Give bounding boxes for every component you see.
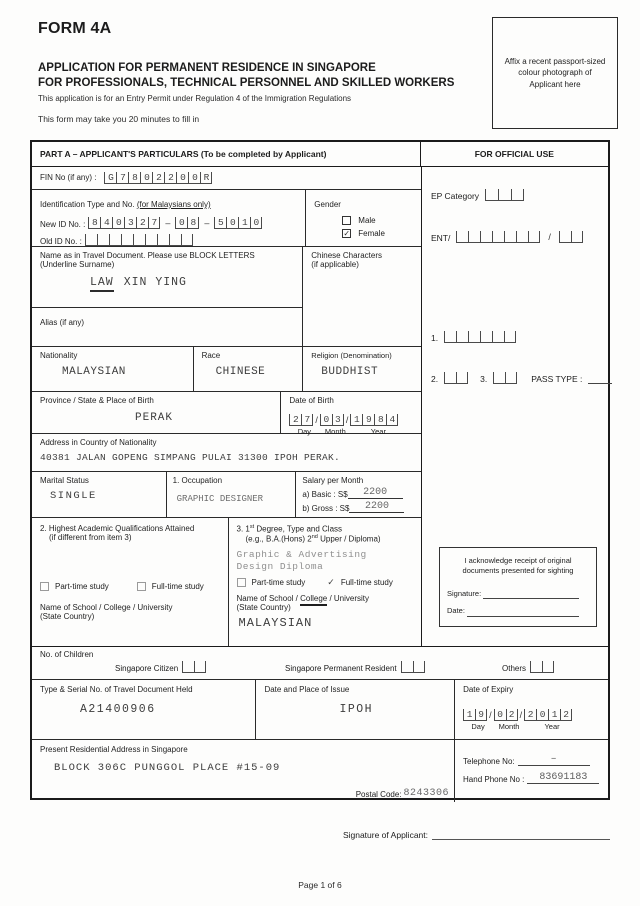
- qual3-full-time-tick: ✓: [327, 576, 335, 587]
- occupation-value: GRAPHIC DESIGNER: [176, 493, 264, 504]
- nationality-cell: [32, 347, 194, 391]
- identification-label-underlined: (for Malaysians only): [136, 199, 211, 209]
- fin-row: [32, 167, 421, 190]
- qual2-part-time-checkbox: [40, 582, 49, 591]
- dob-slash2: /: [345, 414, 349, 425]
- identification-row: [32, 190, 421, 247]
- dob-month-field: 0 3: [320, 414, 344, 426]
- gross-salary-value: 2200: [349, 502, 404, 513]
- photo-box: Affix a recent passport-sized colour photograph of Applicant here: [492, 17, 618, 129]
- qual2-full-time-label: Full-time study: [151, 582, 204, 592]
- ack-signature-label: Signature:: [447, 589, 482, 599]
- occupation-cell: [167, 472, 297, 518]
- expiry-slash2: /: [519, 710, 523, 720]
- travel-document-value: A21400906: [80, 703, 156, 716]
- present-address-label: Present Residential Address in Singapore: [40, 745, 188, 754]
- basic-salary-value: 2200: [348, 488, 403, 499]
- given-names: XIN YING: [123, 275, 187, 289]
- part-a-header: PART A – APPLICANT'S PARTICULARS (To be completed by Applicant): [32, 142, 421, 166]
- postal-code-field: [356, 788, 449, 799]
- place-of-birth-value: PERAK: [135, 411, 174, 424]
- chinese-label-line2: (if applicable): [311, 259, 359, 269]
- applicant-signature-field: [343, 830, 610, 840]
- applicant-signature-line: [432, 830, 610, 840]
- fin-field: G 7 8 0 2 2 0 0 R: [104, 172, 212, 184]
- children-pr-comb: [401, 661, 425, 673]
- expiry-month-label: Month: [498, 722, 520, 731]
- postal-code-label: Postal Code:: [355, 790, 402, 799]
- male-checkbox: [342, 216, 351, 225]
- highest-qualification-cell: [32, 518, 229, 646]
- dob-slash1: /: [315, 414, 318, 425]
- basic-salary-label: a) Basic : S$: [302, 489, 348, 499]
- place-of-birth-label: Province / State & Place of Birth: [40, 395, 154, 405]
- race-label: Race: [201, 350, 221, 360]
- qualifications-row: [32, 518, 421, 646]
- address-nationality-value: 40381 JALAN GOPENG SIMPANG PULAI 31300 IPOH PERAK.: [40, 451, 341, 463]
- qual3-part-time-label: Part-time study: [251, 577, 306, 587]
- ent-comb-1: [456, 231, 540, 243]
- qual3-school-label-line1: Name of School / College / University: [237, 594, 422, 603]
- children-pr-field: [285, 661, 425, 673]
- official-use-column: [422, 167, 608, 646]
- ep-category-field: [431, 189, 524, 201]
- qual2-part-time-label: Part-time study: [55, 582, 109, 592]
- gender-male-option: [342, 216, 421, 225]
- qual3-school-value: MALAYSIAN: [238, 615, 313, 630]
- qual2-school-label-line2: (State Country): [40, 612, 95, 622]
- qual2-school-label-line1: Name of School / College / University: [40, 603, 173, 613]
- form-title-line2: FOR PROFESSIONALS, TECHNICAL PERSONNEL AND SKILLED WORKERS: [38, 77, 455, 89]
- dob-day-label: Day: [297, 426, 312, 436]
- salary-cell: [296, 472, 421, 518]
- official-item3-label: 3.: [480, 374, 488, 384]
- ent-slash: /: [548, 232, 551, 242]
- degree-value-line2: Design Diploma: [236, 560, 324, 572]
- name-label-line1: Name as in Travel Document. Please use BLOCK LETTERS: [40, 250, 255, 260]
- gender-label: Gender: [314, 199, 341, 209]
- name-alias-row: [32, 247, 421, 347]
- official-item-1: [431, 331, 516, 343]
- official-item2-label: 2.: [431, 374, 439, 384]
- applicant-signature-label: Signature of Applicant:: [342, 830, 428, 840]
- dob-year-field: 1 9 8 4: [350, 414, 398, 426]
- children-citizen-label: Singapore Citizen: [115, 664, 179, 673]
- expiry-month-field: 0 2: [494, 709, 518, 721]
- issue-cell: [256, 680, 455, 739]
- gender-cell: [306, 190, 421, 246]
- form-number: FORM 4A: [38, 20, 112, 37]
- marital-status-cell: [32, 472, 167, 518]
- new-id-field-group3: 5 0 1 0: [214, 217, 262, 229]
- present-address-value: BLOCK 306C PUNGGOL PLACE #15-09: [54, 762, 281, 774]
- gender-female-option: [342, 229, 421, 238]
- identification-label: Identification Type and No.: [40, 199, 137, 209]
- alias-cell: [32, 308, 302, 346]
- nationality-row: [32, 347, 421, 392]
- nationality-label: Nationality: [40, 350, 78, 360]
- expiry-day-label: Day: [471, 722, 485, 731]
- children-row: [32, 647, 608, 680]
- children-others-label: Others: [502, 664, 527, 673]
- expiry-label: Date of Expiry: [463, 685, 514, 694]
- birth-row: [32, 392, 421, 434]
- old-id-field: [85, 234, 193, 246]
- official-item1-label: 1.: [431, 333, 439, 343]
- dob-day-field: 2 7: [289, 414, 313, 426]
- chinese-label-line1: Chinese Characters: [311, 250, 382, 260]
- ent-label: ENT/: [431, 233, 451, 243]
- page-number: Page 1 of 6: [298, 880, 342, 890]
- official-item3-comb: [493, 372, 517, 384]
- duration-note: This form may take you 20 minutes to fill in: [38, 114, 200, 124]
- marital-status-value: SINGLE: [50, 489, 97, 502]
- expiry-year-label: Year: [544, 722, 560, 731]
- new-id-dash2: –: [204, 217, 210, 228]
- acknowledge-line2: documents presented for sighting: [462, 566, 574, 576]
- table-header-row: [32, 142, 608, 167]
- travel-document-label: Type & Serial No. of Travel Document Held: [40, 685, 193, 694]
- date-of-birth-label: Date of Birth: [289, 395, 334, 405]
- present-address-cell: [32, 740, 455, 802]
- ent-comb-2: [559, 231, 583, 243]
- expiry-year-field: 2 0 1 2: [524, 709, 572, 721]
- present-address-row: [32, 740, 608, 802]
- gross-salary-label: b) Gross : S$: [302, 503, 350, 513]
- telephone-label: Telephone No:: [463, 757, 515, 766]
- applicant-fields-column: [32, 167, 422, 646]
- qual3-label-line2: (e.g., B.A.(Hons) 2nd Upper / Diploma): [245, 534, 381, 544]
- nationality-value: MALAYSIAN: [62, 365, 126, 378]
- marital-status-label: Marital Status: [40, 475, 89, 485]
- qual3-school-label-line2: (State Country): [236, 602, 291, 612]
- children-others-comb: [530, 661, 554, 673]
- new-id-label: New ID No. :: [40, 219, 86, 229]
- occupation-label: 1. Occupation: [172, 475, 223, 485]
- qual2-label-line2: (if different from item 3): [49, 533, 132, 543]
- pass-type-line: [588, 375, 612, 384]
- new-id-dash1: –: [165, 217, 171, 228]
- alias-label: Alias (if any): [40, 318, 85, 328]
- travel-document-row: [32, 680, 608, 740]
- chinese-characters-cell: [303, 247, 421, 346]
- ack-signature-line: [483, 590, 579, 599]
- issue-value: IPOH: [339, 703, 374, 716]
- pass-type-label: PASS TYPE :: [531, 374, 583, 384]
- surname-underlined: LAW: [90, 276, 114, 292]
- name-cell: [32, 247, 302, 308]
- first-degree-cell: [229, 518, 422, 646]
- new-id-field-group2: 0 8: [175, 217, 199, 229]
- name-value: [90, 276, 302, 289]
- ack-date-label: Date:: [447, 606, 465, 616]
- official-item1-comb: [444, 331, 516, 343]
- children-pr-label: Singapore Permanent Resident: [285, 664, 397, 673]
- expiry-cell: [455, 680, 608, 739]
- expiry-slash1: /: [489, 710, 492, 720]
- handphone-value: 83691183: [527, 772, 599, 784]
- qual3-full-time-label: Full-time study: [340, 577, 393, 587]
- dob-month-label: Month: [324, 426, 346, 436]
- postal-code-value: 8243306: [403, 788, 450, 799]
- handphone-label: Hand Phone No :: [463, 775, 525, 784]
- children-citizen-comb: [182, 661, 206, 673]
- phone-cell: [455, 740, 608, 802]
- identification-cell: [32, 190, 306, 246]
- children-others-field: [502, 661, 554, 673]
- female-checkbox-checked: ✓: [343, 228, 351, 238]
- marital-occupation-salary-row: [32, 472, 421, 519]
- dob-year-label: Year: [370, 426, 386, 436]
- part-a-table: [30, 140, 610, 800]
- race-cell: [194, 347, 304, 391]
- expiry-day-field: 1 9: [463, 709, 487, 721]
- old-id-label: Old ID No. :: [40, 236, 82, 246]
- ep-category-comb: [485, 189, 524, 201]
- children-citizen-field: [115, 661, 206, 673]
- qual3-part-time-checkbox: [237, 578, 246, 587]
- qual3-label-line1: 3. 1st Degree, Type and Class: [236, 524, 343, 535]
- place-of-birth-cell: [32, 392, 281, 433]
- expiry-dmy-labels: [463, 722, 608, 731]
- issue-label: Date and Place of Issue: [264, 685, 350, 694]
- official-item-2-3: [431, 372, 612, 384]
- form-title-line1: APPLICATION FOR PERMANENT RESIDENCE IN SINGAPORE: [38, 62, 376, 74]
- qual2-label-line1: 2. Highest Academic Qualifications Attained: [40, 524, 195, 534]
- ack-date-line: [467, 608, 579, 617]
- salary-label: Salary per Month: [302, 475, 364, 485]
- religion-value: BUDDHIST: [321, 365, 379, 378]
- name-label-line2: (Underline Surname): [40, 259, 115, 269]
- acknowledge-box: [439, 547, 597, 627]
- degree-value-line1: Graphic & Advertising: [236, 548, 367, 560]
- new-id-field-group1: 8 4 0 3 2 7: [88, 217, 160, 229]
- female-label: Female: [358, 228, 385, 238]
- race-value: CHINESE: [215, 365, 266, 378]
- qual2-full-time-checkbox: [137, 582, 146, 591]
- travel-document-cell: [32, 680, 256, 739]
- ep-category-label: EP Category: [431, 191, 480, 201]
- date-of-birth-cell: [281, 392, 421, 436]
- religion-label: Religion (Denomination): [311, 350, 392, 360]
- ent-field: [431, 231, 583, 243]
- fin-label: FIN No (if any) :: [40, 173, 97, 183]
- official-use-header: FOR OFFICIAL USE: [474, 149, 554, 159]
- male-label: Male: [358, 215, 376, 225]
- children-label: No. of Children: [40, 650, 94, 659]
- official-item2-comb: [444, 372, 468, 384]
- address-nationality-label: Address in Country of Nationality: [40, 437, 157, 447]
- religion-cell: [303, 347, 421, 391]
- acknowledge-line1: I acknowledge receipt of original: [464, 556, 572, 565]
- address-nationality-row: [32, 434, 421, 472]
- form-subtitle: This application is for an Entry Permit under Regulation 4 of the Immigration Regulations: [38, 94, 352, 103]
- telephone-value: –: [518, 754, 590, 766]
